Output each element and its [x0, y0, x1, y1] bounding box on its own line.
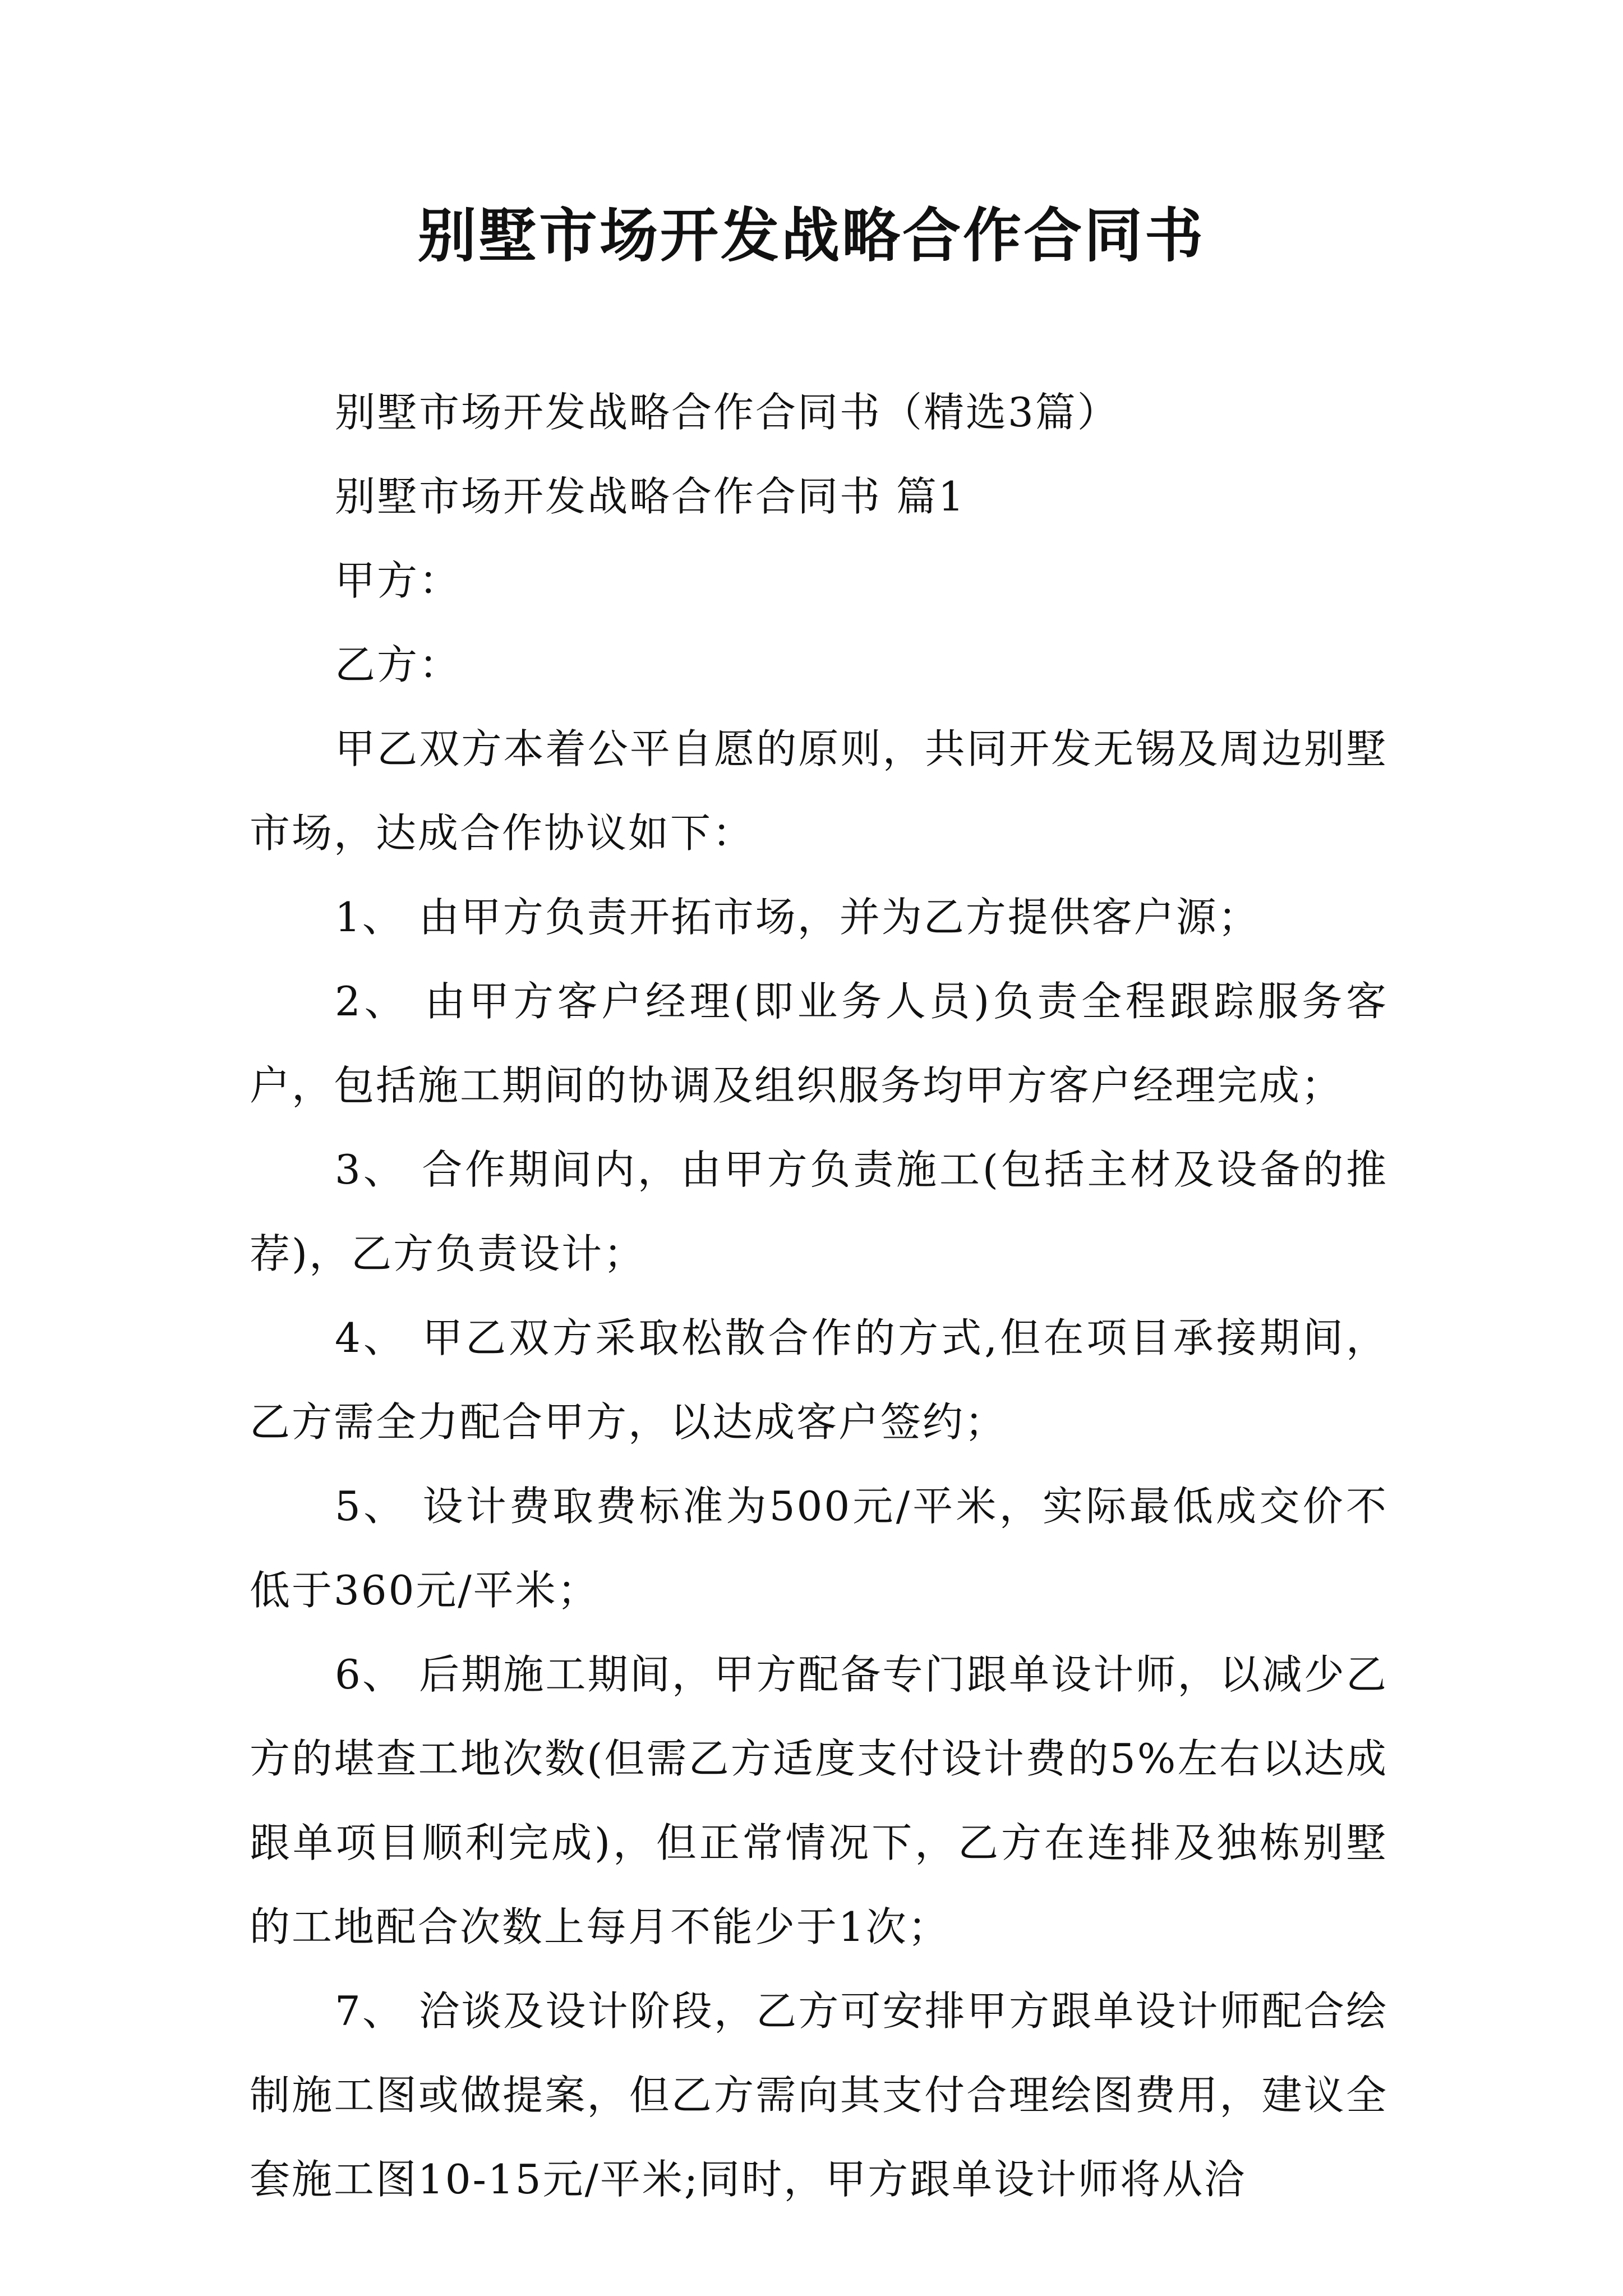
document-body: [250, 370, 1388, 2221]
intro-paragraph: 甲乙双方本着公平自愿的原则，共同开发无锡及周边别墅市场，达成合作协议如下：: [250, 725, 1388, 857]
clause-5: 5、 设计费取费标准为500元/平米，实际最低成交价不低于360元/平米；: [250, 1483, 1388, 1614]
clause-7: 7、 洽谈及设计阶段，乙方可安排甲方跟单设计师配合绘制施工图或做提案，但乙方需向其支付合理绘图费用，建议全套施工图10-15元/平米;同时，甲方跟单设计师将从洽: [250, 1987, 1388, 2203]
clause-6: 6、 后期施工期间，甲方配备专门跟单设计师，以减少乙方的堪查工地次数(但需乙方适度支付设计费的5%左右以达成跟单项目顺利完成)，但正常情况下，乙方在连排及独栋别墅的工地配合次数上每月不能少于1次；: [250, 1651, 1388, 1950]
clause-1: 1、 由甲方负责开拓市场，并为乙方提供客户源；: [335, 894, 1260, 941]
party-b-line: 乙方：: [335, 641, 462, 688]
document-title: 别墅市场开发战略合作合同书: [417, 201, 1205, 270]
subtitle-line: 别墅市场开发战略合作合同书（精选3篇）: [335, 389, 1119, 436]
clause-2: 2、 由甲方客户经理(即业务人员)负责全程跟踪服务客户，包括施工期间的协调及组织服务均甲方客户经理完成；: [250, 978, 1388, 1109]
party-a-line: 甲方：: [335, 557, 462, 604]
clause-4: 4、 甲乙双方采取松散合作的方式,但在项目承接期间，乙方需全力配合甲方，以达成客户签约；: [250, 1314, 1388, 1446]
section-heading: 别墅市场开发战略合作合同书 篇1: [335, 473, 966, 520]
clause-3: 3、 合作期间内，由甲方负责施工(包括主材及设备的推荐)，乙方负责设计；: [250, 1146, 1388, 1277]
